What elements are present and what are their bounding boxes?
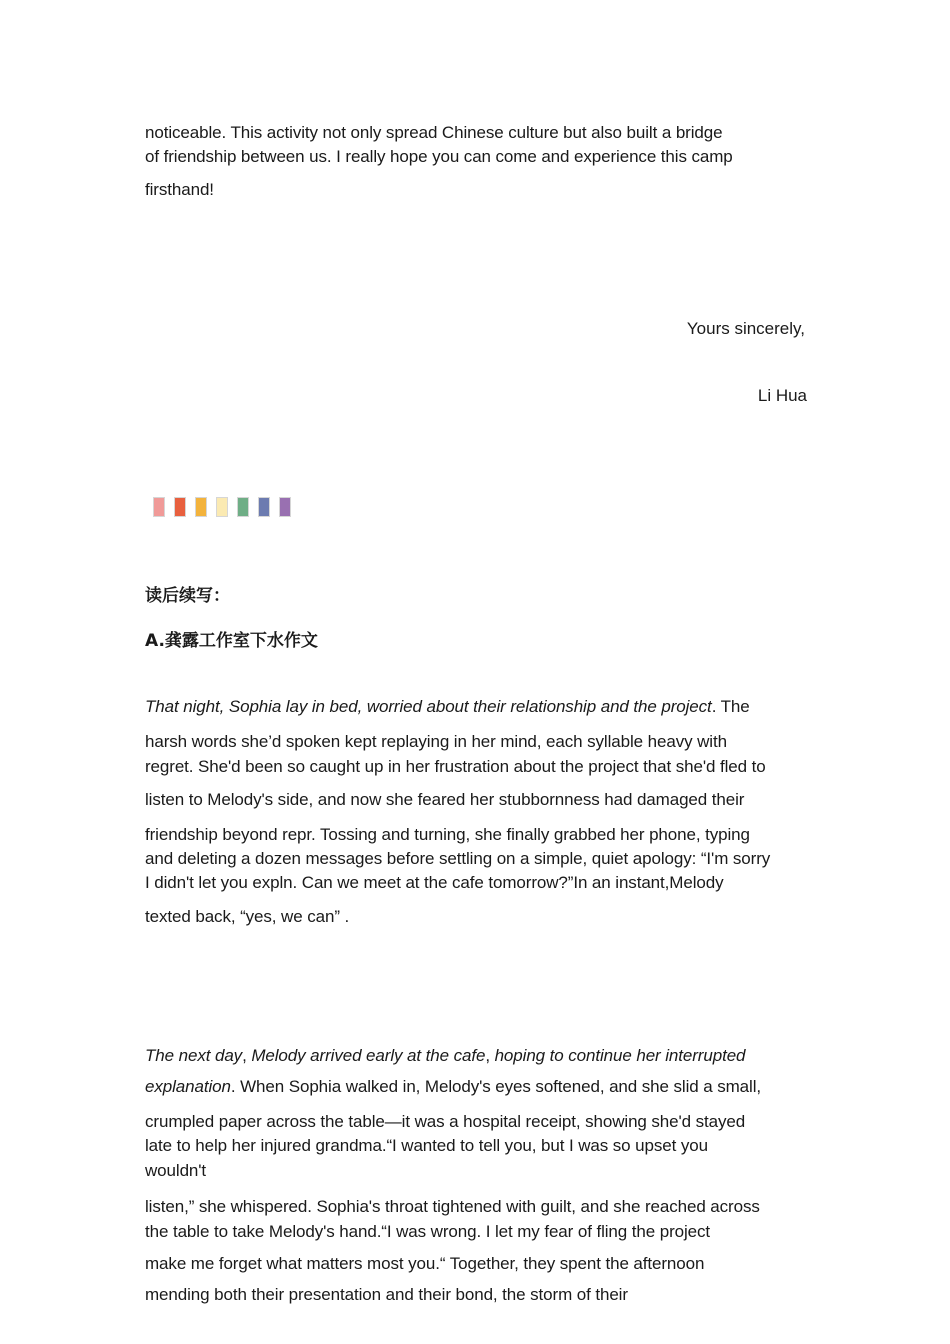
- para2-lead2-rest: . When Sophia walked in, Melody's eyes softened, and she slid a small,: [230, 1077, 762, 1096]
- letter-line-1: noticeable. This activity not only spread Chinese culture but also built a bridge: [145, 123, 723, 142]
- para2-line-7: mending both their presentation and their bond, the storm of their: [145, 1285, 628, 1304]
- swatch-red: [174, 497, 186, 517]
- para2-lead-d: ,: [485, 1046, 495, 1065]
- letter-line-2: of friendship between us. I really hope you can come and experience this camp: [145, 147, 733, 166]
- para2-line-2: late to help her injured grandma.“I wanted to tell you, but I was so upset you: [145, 1136, 708, 1155]
- para1-lead-line: [145, 696, 750, 718]
- para2-lead-a: The next day: [145, 1046, 243, 1065]
- letter-signature: Li Hua: [757, 386, 807, 405]
- para1-line-1: harsh words she’d spoken kept replaying in her mind, each syllable heavy with: [145, 732, 727, 751]
- para2-lead-b: ,: [242, 1046, 252, 1065]
- para1-line-5: and deleting a dozen messages before settling on a simple, quiet apology: “I'm sorry: [145, 849, 771, 868]
- para2-lead-line-2: [145, 1076, 761, 1098]
- letter-line-3: firsthand!: [145, 180, 214, 199]
- para2-lead-line: [145, 1045, 745, 1067]
- para2-line-1: crumpled paper across the table—it was a hospital receipt, showing she'd stayed: [145, 1112, 746, 1131]
- para2-line-4: listen,” she whispered. Sophia's throat tightened with guilt, and she reached across: [145, 1197, 760, 1216]
- section-title: 读后续写：: [145, 586, 230, 606]
- para2-line-3: wouldn't: [145, 1161, 207, 1180]
- swatch-cream: [216, 497, 228, 517]
- para1-line-2: regret. She'd been so caught up in her frustration about the project that she'd fled to: [145, 757, 766, 776]
- swatch-pink: [153, 497, 165, 517]
- swatch-purple: [279, 497, 291, 517]
- swatch-green: [237, 497, 249, 517]
- section-subtitle: A.龚露工作室下水作文: [145, 631, 318, 651]
- para1-line-4: friendship beyond repr. Tossing and turning, she finally grabbed her phone, typing: [145, 825, 750, 844]
- swatch-blue: [258, 497, 270, 517]
- para2-lead2-italic: explanation: [145, 1077, 231, 1096]
- para2-line-6: make me forget what matters most you.“ Together, they spent the afternoon: [145, 1254, 705, 1273]
- para2-line-5: the table to take Melody's hand.“I was wrong. I let my fear of fling the project: [145, 1222, 711, 1241]
- para2-lead-c: Melody arrived early at the cafe: [251, 1046, 486, 1065]
- para1-lead-italic: That night, Sophia lay in bed, worried about their relationship and the project: [145, 697, 712, 716]
- para1-line-7: texted back, “yes, we can” .: [145, 907, 350, 926]
- color-swatch-row: [153, 497, 300, 519]
- para2-lead-e: hoping to continue her interrupted: [494, 1046, 746, 1065]
- letter-closing: Yours sincerely,: [686, 319, 805, 338]
- para1-line-3: listen to Melody's side, and now she feared her stubbornness had damaged their: [145, 790, 745, 809]
- swatch-orange: [195, 497, 207, 517]
- para1-lead-tail: . The: [711, 697, 750, 716]
- para1-line-6: I didn't let you expln. Can we meet at the cafe tomorrow?”In an instant,Melody: [145, 873, 724, 892]
